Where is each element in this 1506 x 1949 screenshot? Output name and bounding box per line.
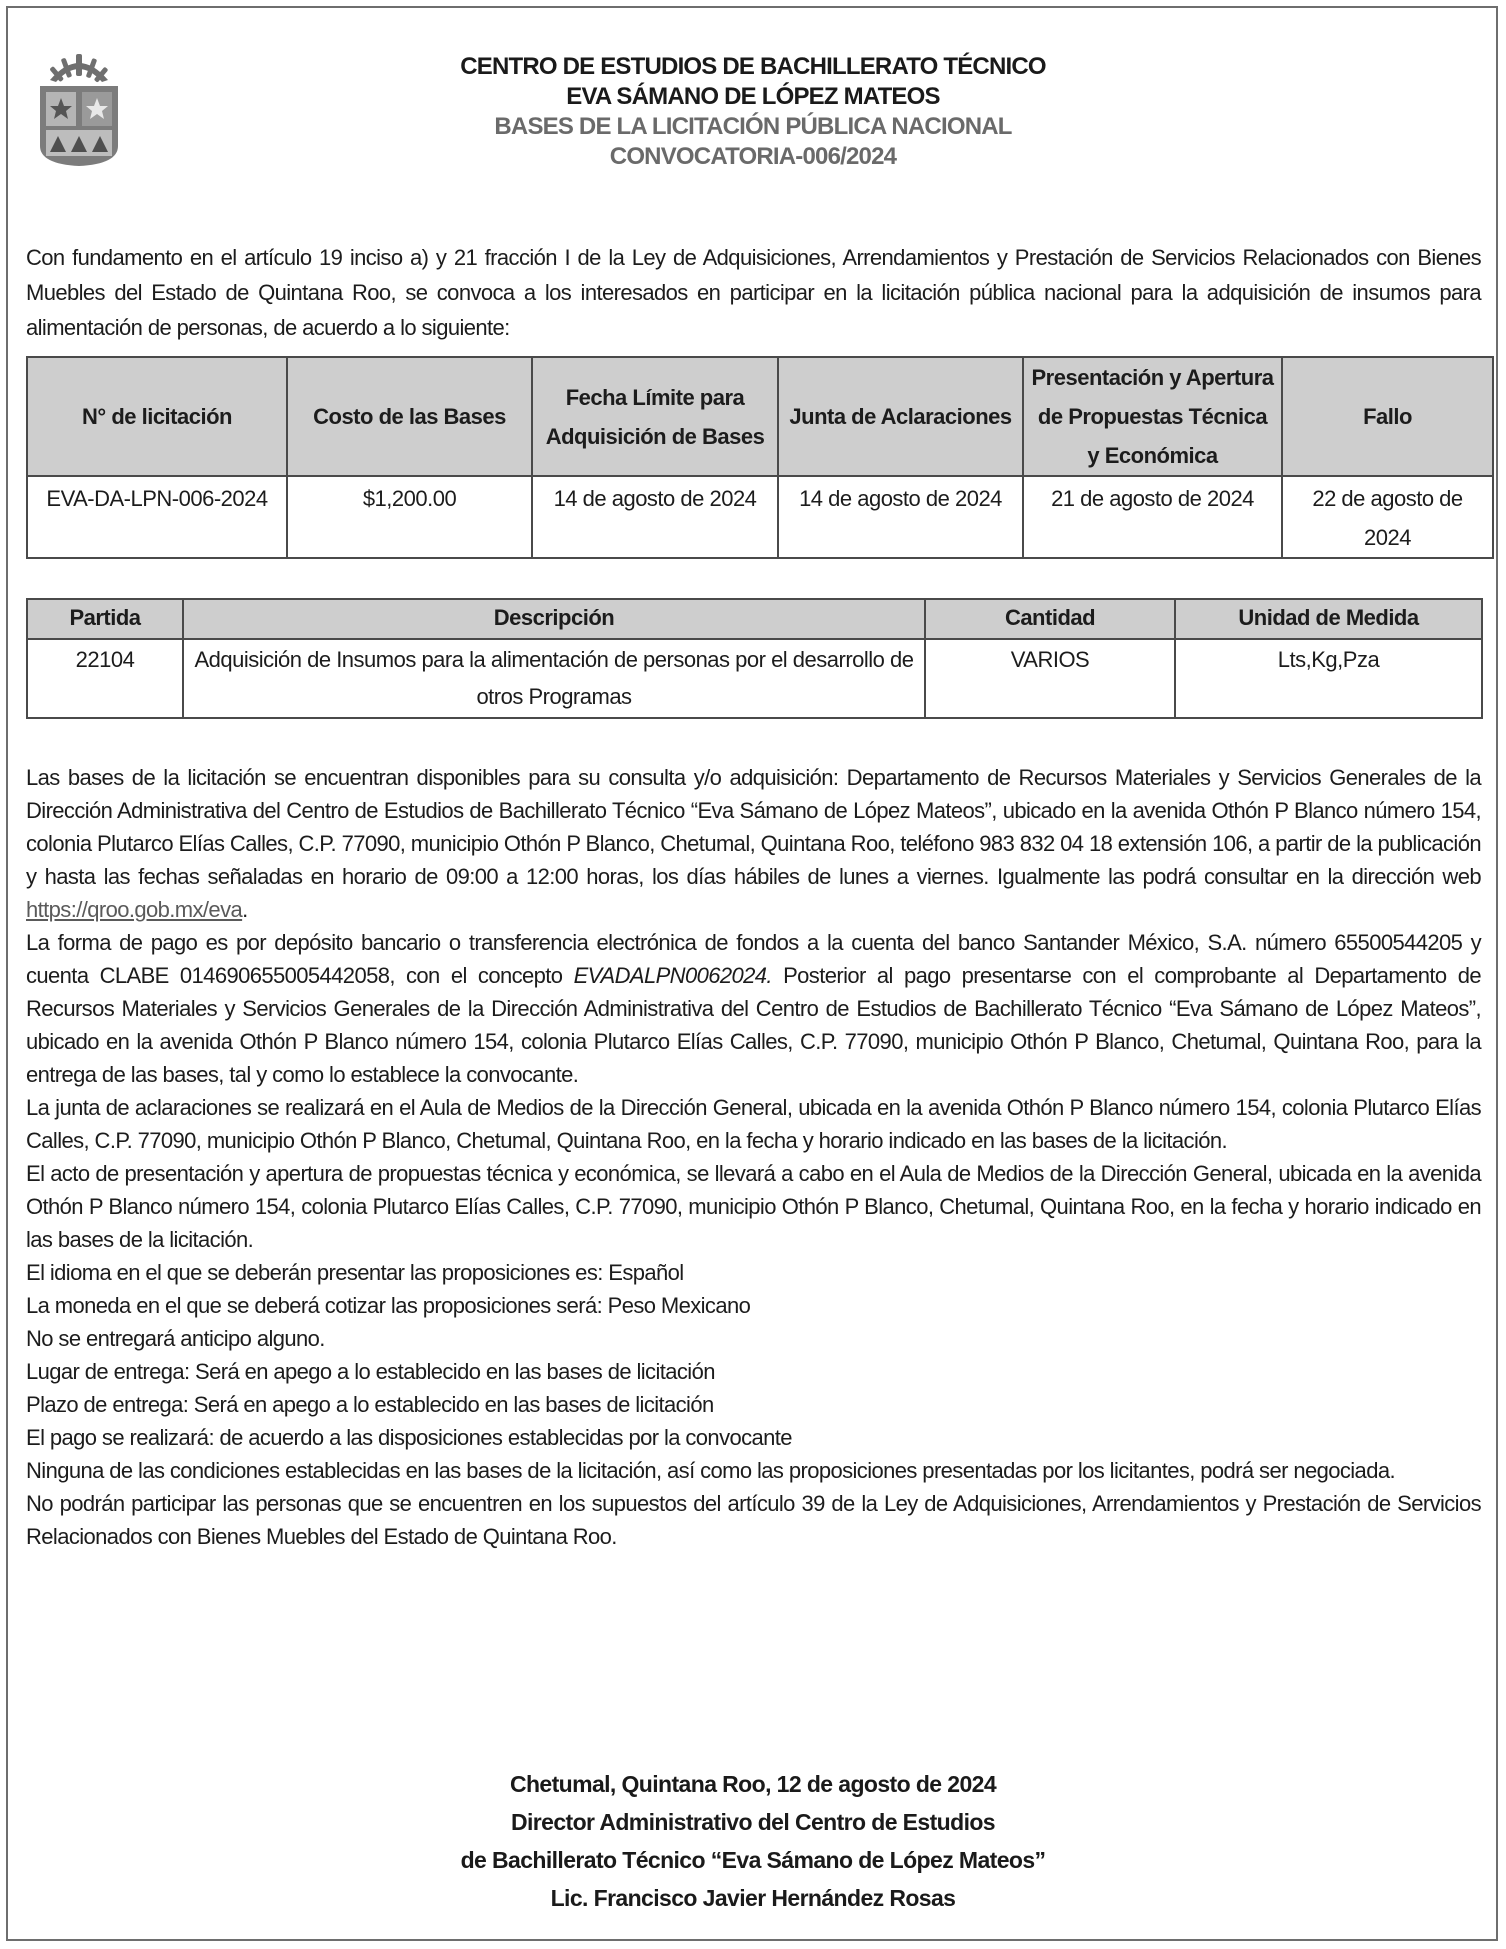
eligibility-paragraph: No podrán participar las personas que se encuentren en los supuestos del artículo 39 de la Ley de Adquisiciones, Arrendamientos y Prestación de Servicios Relacionados con Bienes Muebles del Estado de Quintana Roo.	[26, 1491, 1481, 1549]
header-bases-cost: Costo de las Bases	[287, 357, 532, 476]
cell-unit: Lts,Kg,Pza	[1175, 639, 1482, 718]
table-header-row	[27, 357, 1493, 476]
clarifications-paragraph: La junta de aclaraciones se realizará en el Aula de Medios de la Dirección General, ubicada en la avenida Othón P Blanco número 154, colonia Plutarco Elías Calles, C.P. 77090, municipio Othón P Blanco, Chetumal, Quintana Roo, en la fecha y horario indicado en las bases de la licitación.	[26, 1095, 1481, 1153]
document-title: BASES DE LA LICITACIÓN PÚBLICA NACIONAL	[494, 113, 1012, 140]
table-header-row	[27, 599, 1482, 639]
body-text	[26, 761, 1481, 1553]
cell-description: Adquisición de Insumos para la alimentación de personas por el desarrollo de otros Programas	[183, 639, 925, 718]
cell-clarifications: 14 de agosto de 2024	[778, 476, 1023, 558]
website-link[interactable]: https://qroo.gob.mx/eva	[26, 897, 243, 922]
cell-deadline: 14 de agosto de 2024	[532, 476, 778, 558]
header-item: Partida	[27, 599, 183, 639]
header-deadline: Fecha Límite para Adquisición de Bases	[532, 357, 778, 476]
currency-line: La moneda en el que se deberá cotizar las proposiciones será: Peso Mexicano	[26, 1293, 751, 1318]
institution-name: CENTRO DE ESTUDIOS DE BACHILLERATO TÉCNICO	[460, 53, 1046, 80]
language-line: El idioma en el que se deberán presentar las proposiciones es: Español	[26, 1260, 684, 1285]
call-number: CONVOCATORIA-006/2024	[609, 143, 897, 170]
payment-concept: EVADALPN0062024.	[573, 963, 772, 988]
cell-tender-number: EVA-DA-LPN-006-2024	[27, 476, 287, 558]
header-tender-number: N° de licitación	[27, 357, 287, 476]
delivery-place-line: Lugar de entrega: Será en apego a lo establecido en las bases de licitación	[26, 1359, 715, 1384]
payment-paragraph: La forma de pago es por depósito bancario o transferencia electrónica de fondos a la cuenta del banco Santander México, S.A. número 65500544205 y cuenta CLABE 014690655005442058, con el concepto EVADALPN0062024. Posterior al pago presentarse con el comprobante al Departamento de Recursos Materiales y Servicios Generales de la Dirección Administrativa del Centro de Estudios de Bachillerato Técnico “Eva Sámano de López Mateos”, ubicado en la avenida Othón P Blanco número 154, colonia Plutarco Elías Calles, C.P. 77090, municipio Othón P Blanco, Chetumal, Quintana Roo, para la entrega de las bases, tal y como lo establece la convocante.	[26, 930, 1481, 1087]
payment-terms-line: El pago se realizará: de acuerdo a las disposiciones establecidas por la convocante	[26, 1425, 792, 1450]
header-quantity: Cantidad	[925, 599, 1175, 639]
document-header	[0, 52, 1506, 172]
cell-proposals-opening: 21 de agosto de 2024	[1023, 476, 1282, 558]
cell-bases-cost: $1,200.00	[287, 476, 532, 558]
cell-ruling: 22 de agosto de 2024	[1282, 476, 1493, 558]
header-clarifications: Junta de Aclaraciones	[778, 357, 1023, 476]
header-ruling: Fallo	[1282, 357, 1493, 476]
signature-block	[0, 1765, 1506, 1917]
negotiation-line: Ninguna de las condiciones establecidas en las bases de la licitación, así como las proposiciones presentadas por los licitantes, podrá ser negociada.	[26, 1458, 1395, 1483]
availability-paragraph: Las bases de la licitación se encuentran disponibles para su consulta y/o adquisición: Departamento de Recursos Materiales y Servicios Generales de la Dirección Administrativa del Centro de Estudios de Bachillerato Técnico “Eva Sámano de López Mateos”, ubicado en la avenida Othón P Blanco número 154, colonia Plutarco Elías Calles, C.P. 77090, municipio Othón P Blanco, Chetumal, Quintana Roo, teléfono 983 832 04 18 extensión 106, a partir de la publicación y hasta las fechas señaladas en horario de 09:00 a 12:00 horas, los días hábiles de lunes a viernes. Igualmente las podrá consultar en la dirección web https://qroo.gob.mx/eva.	[26, 765, 1481, 922]
institution-subtitle: EVA SÁMANO DE LÓPEZ MATEOS	[566, 83, 940, 110]
table-row	[27, 639, 1482, 718]
tender-dates-table	[26, 356, 1494, 559]
delivery-term-line: Plazo de entrega: Será en apego a lo establecido en las bases de licitación	[26, 1392, 714, 1417]
header-unit: Unidad de Medida	[1175, 599, 1482, 639]
table-row	[27, 476, 1493, 558]
header-description: Descripción	[183, 599, 925, 639]
header-proposals-opening: Presentación y Apertura de Propuestas Técnica y Económica	[1023, 357, 1282, 476]
signer-role: Director Administrativo del Centro de Estudios	[510, 1809, 996, 1835]
intro-paragraph: Con fundamento en el artículo 19 inciso a) y 21 fracción I de la Ley de Adquisiciones, Arrendamientos y Prestación de Servicios Relacionados con Bienes Muebles del Estado de Quintana Roo, se convoca a los interesados en participar en la licitación pública nacional para la adquisición de insumos para alimentación de personas, de acuerdo a lo siguiente:	[26, 245, 1481, 340]
place-date: Chetumal, Quintana Roo, 12 de agosto de 2024	[509, 1771, 997, 1797]
signer-institution: de Bachillerato Técnico “Eva Sámano de López Mateos”	[460, 1847, 1046, 1873]
proposals-paragraph: El acto de presentación y apertura de propuestas técnica y económica, se llevará a cabo en el Aula de Medios de la Dirección General, ubicada en la avenida Othón P Blanco número 154, colonia Plutarco Elías Calles, C.P. 77090, municipio Othón P Blanco, Chetumal, Quintana Roo, en la fecha y horario indicado en las bases de la licitación.	[26, 1161, 1481, 1252]
items-table	[26, 598, 1483, 719]
cell-item: 22104	[27, 639, 183, 718]
signer-name: Lic. Francisco Javier Hernández Rosas	[550, 1885, 956, 1911]
cell-quantity: VARIOS	[925, 639, 1175, 718]
advance-line: No se entregará anticipo alguno.	[26, 1326, 325, 1351]
